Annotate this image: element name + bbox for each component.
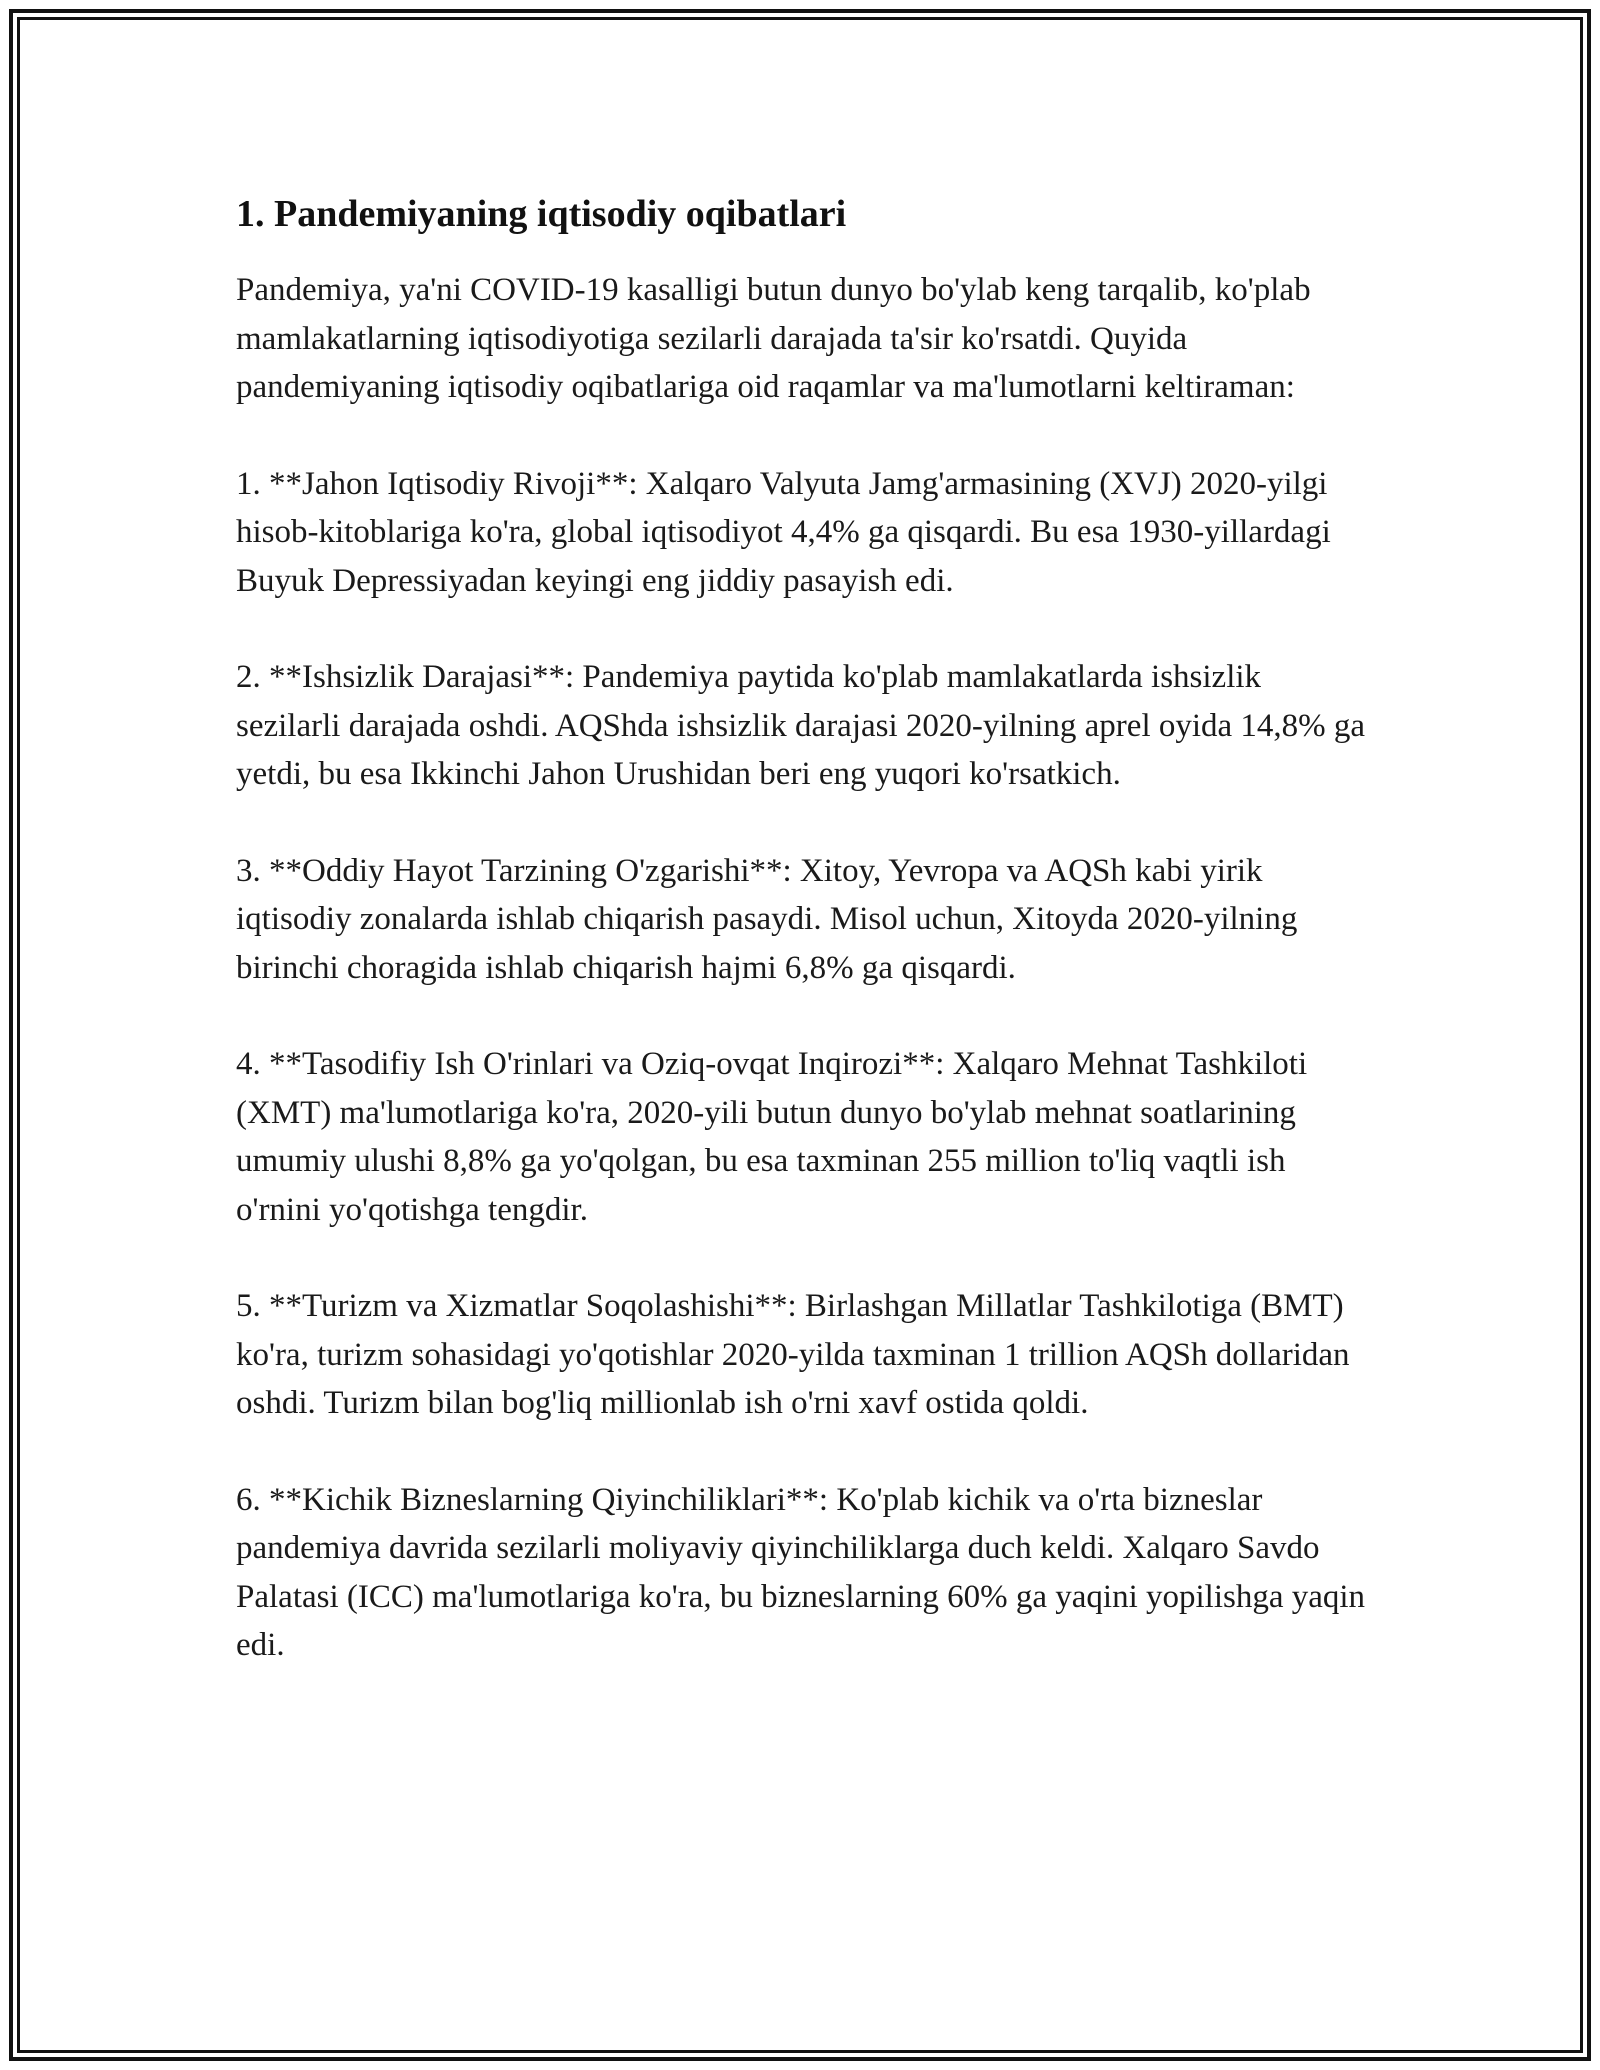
document-title: 1. Pandemiyaning iqtisodiy oqibatlari — [236, 193, 847, 235]
list-item: 3. **Oddiy Hayot Tarzining O'zgarishi**: Xitoy, Yevropa va AQSh kabi yirik iqtisodiy zonalarda ishlab chiqarish pasaydi. Misol uchun, Xitoyda 2020-yilning birinchi choragida ishlab chiqarish hajmi 6,8% ga qisqardi. — [236, 852, 1298, 986]
list-item: 5. **Turizm va Xizmatlar Soqolashishi**: Birlashgan Millatlar Tashkilotiga (BMT) ko'ra, turizm sohasidagi yo'qotishlar 2020-yilda taxminan 1 trillion AQSh dollaridan oshdi. Turizm bilan bog'liq millionlab ish o'rni xavf ostida qoldi. — [236, 1288, 1350, 1421]
intro-paragraph: Pandemiya, ya'ni COVID-19 kasalligi butun dunyo bo'ylab keng tarqalib, ko'plab mamlakatlarning iqtisodiyotiga sezilarli darajada ta'sir ko'rsatdi. Quyida pandemiyaning iqtisodiy oqibatlariga oid raqamlar va ma'lumotlarni keltiraman: — [236, 272, 1311, 405]
list-item: 2. **Ishsizlik Darajasi**: Pandemiya paytida ko'plab mamlakatlarda ishsizlik sezilarli darajada oshdi. AQShda ishsizlik darajasi 2020-yilning aprel oyida 14,8% ga yetdi, bu esa Ikkinchi Jahon Urushidan beri eng yuqori ko'rsatkich. — [236, 659, 1366, 792]
list-item: 6. **Kichik Bizneslarning Qiyinchiliklari**: Ko'plab kichik va o'rta bizneslar pandemiya davrida sezilarli moliyaviy qiyinchiliklarga duch keldi. Xalqaro Savdo Palatasi (ICC) ma'lumotlariga ko'ra, bu bizneslarning 60% ga yaqini yopilishga yaqin edi. — [236, 1481, 1366, 1663]
list-item: 4. **Tasodifiy Ish O'rinlari va Oziq-ovqat Inqirozi**: Xalqaro Mehnat Tashkiloti (XMT) ma'lumotlariga ko'ra, 2020-yili butun dunyo bo'ylab mehnat soatlarining umumiy ulushi 8,8% ga yo'qolgan, bu esa taxminan 255 million to'liq vaqtli ish o'rnini yo'qotishga tengdir. — [236, 1046, 1308, 1228]
list-item: 1. **Jahon Iqtisodiy Rivoji**: Xalqaro Valyuta Jamg'armasining (XVJ) 2020-yilgi hisob-kitoblariga ko'ra, global iqtisodiyot 4,4% ga qisqardi. Bu esa 1930-yillardagi Buyuk Depressiyadan keyingi eng jiddiy pasayish edi. — [236, 465, 1331, 599]
document-body — [236, 186, 1366, 1718]
